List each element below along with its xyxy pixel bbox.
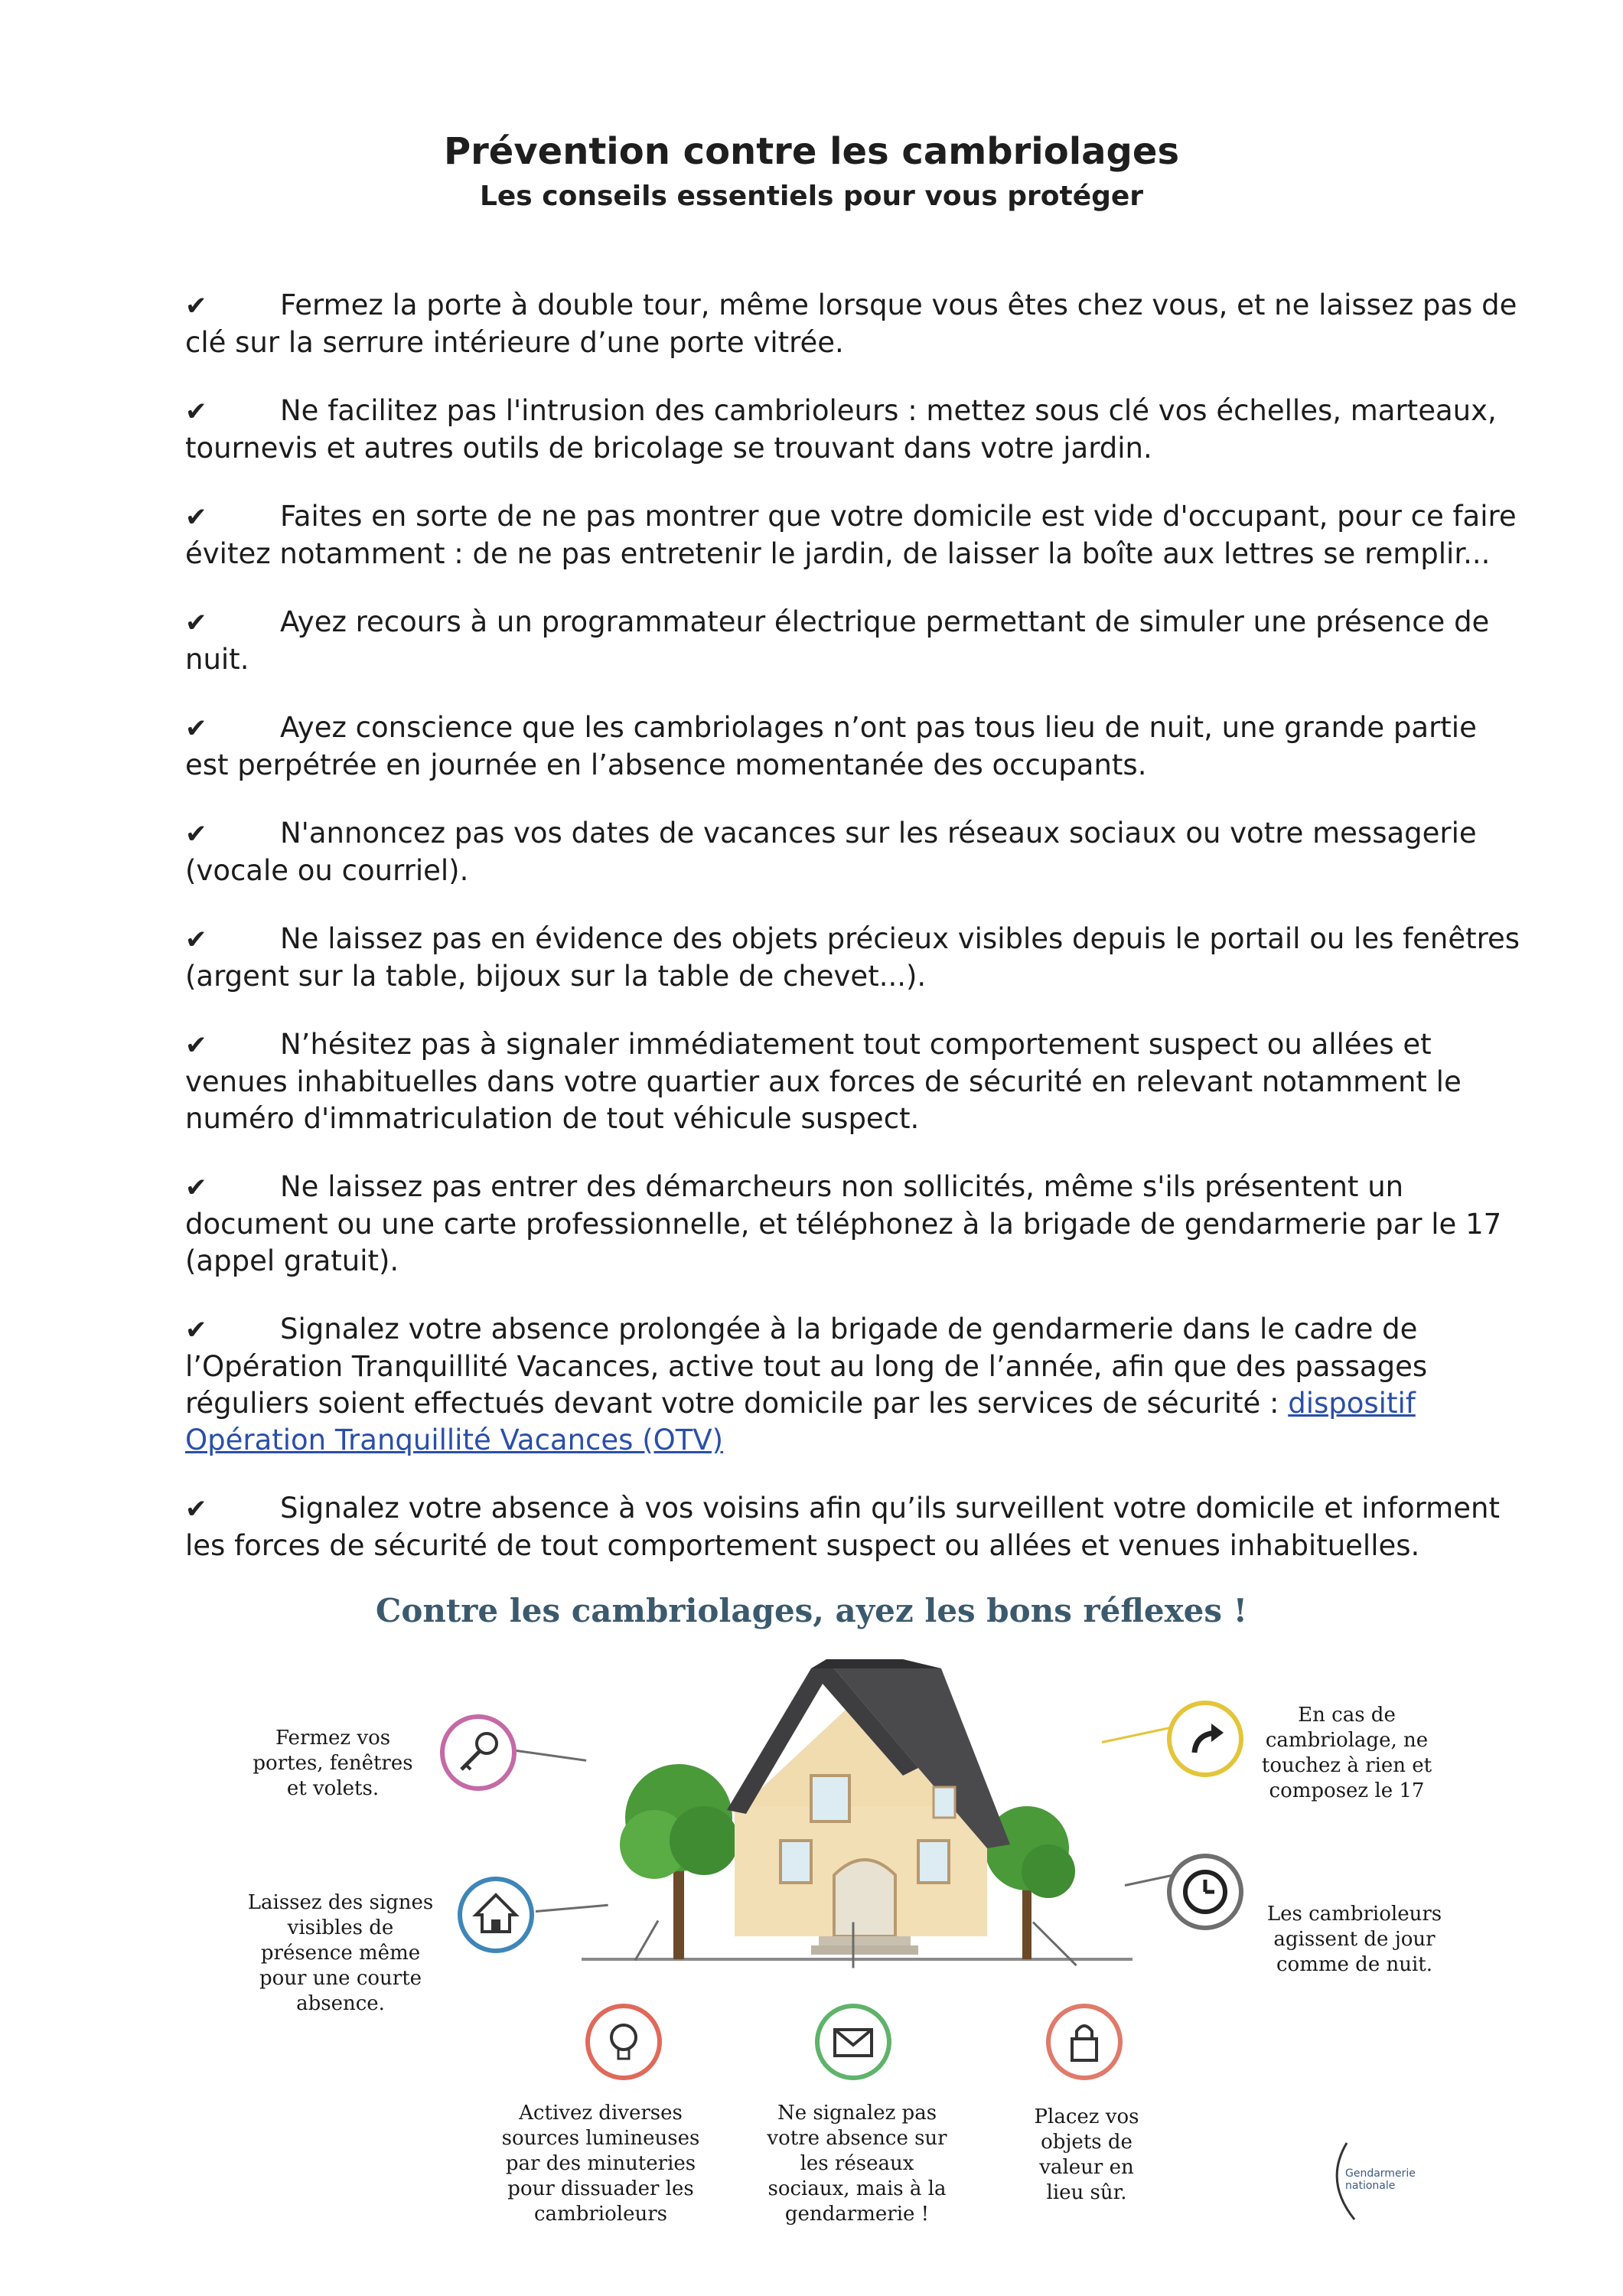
check-icon: ✔ [185, 396, 207, 427]
tip-text: N’hésitez pas à signaler immédiatement tout comportement suspect ou allées et venues inhabituelles dans votre quartier aux forces de sécurité en relevant notamment le numéro d'immatriculation de tout véhicule suspect. [185, 1028, 1462, 1135]
mail-icon [815, 2004, 891, 2080]
caption-lights: Activez diverses sources lumineuses par des minuteries pour dissuader les cambrioleurs [501, 2102, 700, 2226]
caption-valuables: Placez vos objets de valeur en lieu sûr. [1034, 2105, 1139, 2204]
caption-call17: En cas de cambriolage, ne touchez à rien et composez le 17 [1261, 1704, 1432, 1802]
tip-text: N'annoncez pas vos dates de vacances sur les réseaux sociaux ou votre messagerie (vocale ou courriel). [185, 817, 1477, 887]
key-icon [440, 1714, 517, 1791]
connector-line [852, 1923, 855, 1968]
otv-link[interactable]: dispositif Opération Tranquillité Vacances (OTV) [185, 1387, 1416, 1456]
check-icon: ✔ [185, 819, 207, 850]
check-icon: ✔ [185, 1494, 207, 1525]
tip-text: Ne facilitez pas l'intrusion des cambrioleurs : mettez sous clé vos échelles, marteaux, tournevis et autres outils de bricolage se trouvant dans votre jardin. [185, 394, 1497, 465]
tip-item [185, 1026, 1520, 1137]
arrow-icon [1167, 1701, 1243, 1777]
tip-text: Signalez votre absence prolongée à la brigade de gendarmerie dans le cadre de l’Opération Tranquillité Vacances, active tout au long de l’année, afin que des passages réguliers soient effectués devant votre domicile par les services de sécurité : [185, 1313, 1428, 1420]
tip-item [185, 921, 1520, 995]
tip-item [185, 604, 1520, 678]
caption-doors: Fermez vos portes, fenêtres et volets. [253, 1727, 413, 1800]
tip-item [185, 1169, 1520, 1280]
tip-text: Faites en sorte de ne pas montrer que votre domicile est vide d'occupant, pour ce faire évitez notamment : de ne pas entretenir le jardin, de laisser la boîte aux lettres se remplir... [185, 500, 1517, 570]
tip-item [185, 1490, 1520, 1564]
tip-text: Ne laissez pas en évidence des objets précieux visibles depuis le portail ou les fenêtres (argent sur la table, bijoux sur la table de chevet...). [185, 922, 1520, 993]
gendarmerie-logo [1324, 2135, 1439, 2227]
lock-icon [1046, 2004, 1123, 2080]
tip-item [185, 1311, 1520, 1459]
check-icon: ✔ [185, 291, 207, 321]
lightbulb-icon [585, 2004, 662, 2080]
tip-item [185, 287, 1520, 361]
caption-social: Ne signalez pas votre absence sur les réseaux sociaux, mais à la gendarmerie ! [767, 2102, 947, 2226]
check-icon: ✔ [185, 1172, 207, 1203]
check-icon: ✔ [185, 502, 207, 533]
tip-item [185, 498, 1520, 572]
caption-daynight: Les cambrioleurs agissent de jour comme de nuit. [1266, 1903, 1442, 1976]
check-icon: ✔ [185, 1315, 207, 1345]
caption-presence: Laissez des signes visibles de présence même pour une courte absence. [247, 1891, 434, 2015]
page-subtitle: Les conseils essentiels pour vous protéger [479, 181, 1144, 212]
infographic-title: Contre les cambriolages, ayez les bons réflexes ! [375, 1592, 1248, 1629]
tip-item [185, 815, 1520, 889]
tip-text: Signalez votre absence à vos voisins afin qu’ils surveillent votre domicile et informent les forces de sécurité de tout comportement suspect ou allées et venues inhabituelles. [185, 1492, 1500, 1562]
tip-item [185, 393, 1520, 467]
connector-line [517, 1750, 587, 1762]
check-icon: ✔ [185, 713, 207, 744]
tip-text: Ne laissez pas entrer des démarcheurs non sollicités, même s'ils présentent un document ou une carte professionnelle, et téléphonez à la brigade de gendarmerie par le 17 (appel gratuit). [185, 1170, 1502, 1277]
check-icon: ✔ [185, 608, 207, 638]
tips-list [185, 287, 1520, 1596]
clock-icon [1167, 1854, 1243, 1930]
page-title: Prévention contre les cambriolages [443, 130, 1180, 173]
logo-text: Gendarmerie nationale [1345, 2167, 1416, 2192]
tip-text: Fermez la porte à double tour, même lorsque vous êtes chez vous, et ne laissez pas de clé sur la serrure intérieure d’une porte vitrée. [185, 289, 1517, 359]
tip-item [185, 709, 1520, 784]
check-icon: ✔ [185, 1030, 207, 1061]
home-icon [458, 1877, 534, 1953]
tip-text: Ayez conscience que les cambriolages n’ont pas tous lieu de nuit, une grande partie est perpétrée en journée en l’absence momentanée des occupants. [185, 711, 1477, 781]
tip-text: Ayez recours à un programmateur électrique permettant de simuler une présence de nuit. [185, 605, 1490, 676]
infographic [0, 1577, 1623, 2250]
check-icon: ✔ [185, 925, 207, 955]
